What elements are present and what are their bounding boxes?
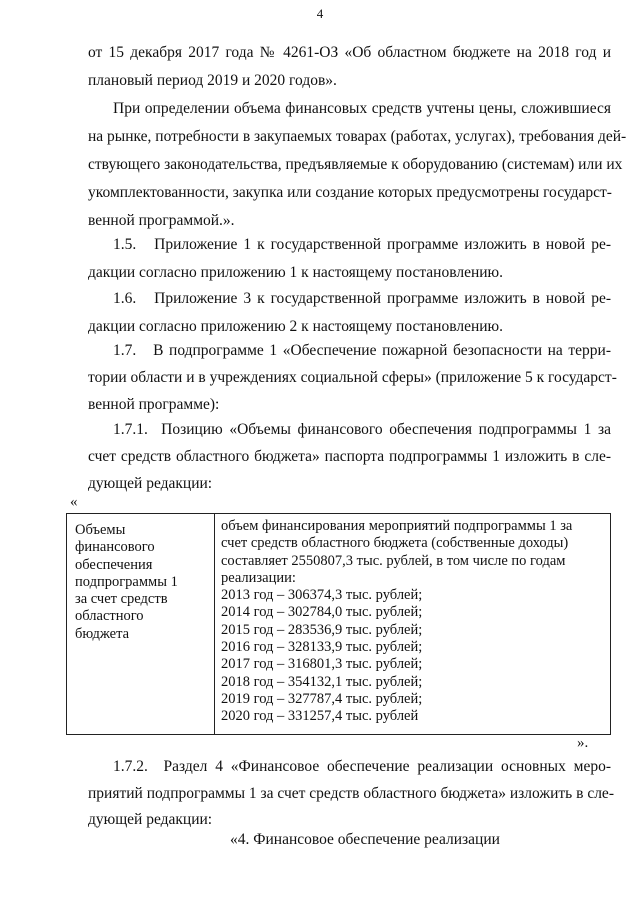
text-line: венной программой.». <box>88 212 235 229</box>
text-line: дакции согласно приложению 1 к настоящему постановлению. <box>88 264 503 281</box>
label-line: Объемы <box>75 522 126 538</box>
opening-quote: « <box>70 494 78 510</box>
year-line: 2019 год – 327787,4 тыс. рублей; <box>221 690 423 707</box>
text-line: дакции согласно приложению 2 к настоящему постановлению. <box>88 318 503 335</box>
text-line: 1.7.2. Раздел 4 «Финансовое обеспечение реализации основных меро- <box>113 758 611 775</box>
label-line: обеспечения <box>75 556 153 573</box>
text-line: дующей редакции: <box>88 475 213 492</box>
label-line: финансового <box>75 539 155 556</box>
text-line: плановый период 2019 и 2020 годов». <box>88 72 337 89</box>
text-line: на рынке, потребности в закупаемых товарах (работах, услугах), требования дей- <box>88 128 627 145</box>
text-line: 1.7.1. Позицию «Объемы финансового обеспечения подпрограммы 1 за <box>113 421 611 438</box>
year-line: 2016 год – 328133,9 тыс. рублей; <box>221 639 423 656</box>
year-line: 2017 год – 316801,3 тыс. рублей; <box>221 656 423 673</box>
table-label-cell <box>75 522 210 643</box>
value-line: объем финансирования мероприятий подпрограммы 1 за <box>221 518 573 534</box>
text-line: 1.6. Приложение 3 к государственной программе изложить в новой ре- <box>113 290 611 307</box>
value-line: составляет 2550807,3 тыс. рублей, в том числе по годам <box>221 552 566 569</box>
label-line: областного <box>75 608 144 625</box>
text-line: При определении объема финансовых средств учтены цены, сложившиеся <box>113 100 611 117</box>
year-line: 2015 год – 283536,9 тыс. рублей; <box>221 621 423 638</box>
text-line: укомплектованности, закупка или создание которых предусмотрены государст- <box>88 184 612 201</box>
text-line: венной программе): <box>88 396 220 413</box>
closing-quote: ». <box>577 735 589 751</box>
year-line: 2013 год – 306374,3 тыс. рублей; <box>221 587 423 604</box>
text-line: от 15 декабря 2017 года № 4261-ОЗ «Об областном бюджете на 2018 год и <box>88 44 611 61</box>
text-line: ствующего законодательства, предъявляемые к оборудованию (системам) или их <box>88 156 623 173</box>
text-line: счет средств областного бюджета» паспорта подпрограммы 1 изложить в сле- <box>88 448 611 465</box>
text-line: тории области и в учреждениях социальной сферы» (приложение 5 к государст- <box>88 369 617 386</box>
text-line: приятий подпрограммы 1 за счет средств областного бюджета» изложить в сле- <box>88 785 614 802</box>
text-line: 1.7. В подпрограмме 1 «Обеспечение пожарной безопасности на терри- <box>113 342 611 359</box>
funding-table <box>66 513 611 735</box>
year-line: 2020 год – 331257,4 тыс. рублей <box>221 708 419 725</box>
label-line: за счет средств <box>75 591 168 608</box>
column-divider <box>214 514 215 734</box>
table-value-cell <box>221 518 606 726</box>
value-line: счет средств областного бюджета (собственные доходы) <box>221 535 569 552</box>
year-line: 2014 год – 302784,0 тыс. рублей; <box>221 604 423 621</box>
section-heading: «4. Финансовое обеспечение реализации <box>230 831 500 848</box>
text-line: 1.5. Приложение 1 к государственной программе изложить в новой ре- <box>113 236 611 253</box>
year-line: 2018 год – 354132,1 тыс. рублей; <box>221 673 423 690</box>
value-line: реализации: <box>221 569 296 586</box>
label-line: подпрограммы 1 <box>75 573 178 590</box>
label-line: бюджета <box>75 625 130 642</box>
page-number: 4 <box>316 6 324 21</box>
text-line: дующей редакции: <box>88 811 213 828</box>
